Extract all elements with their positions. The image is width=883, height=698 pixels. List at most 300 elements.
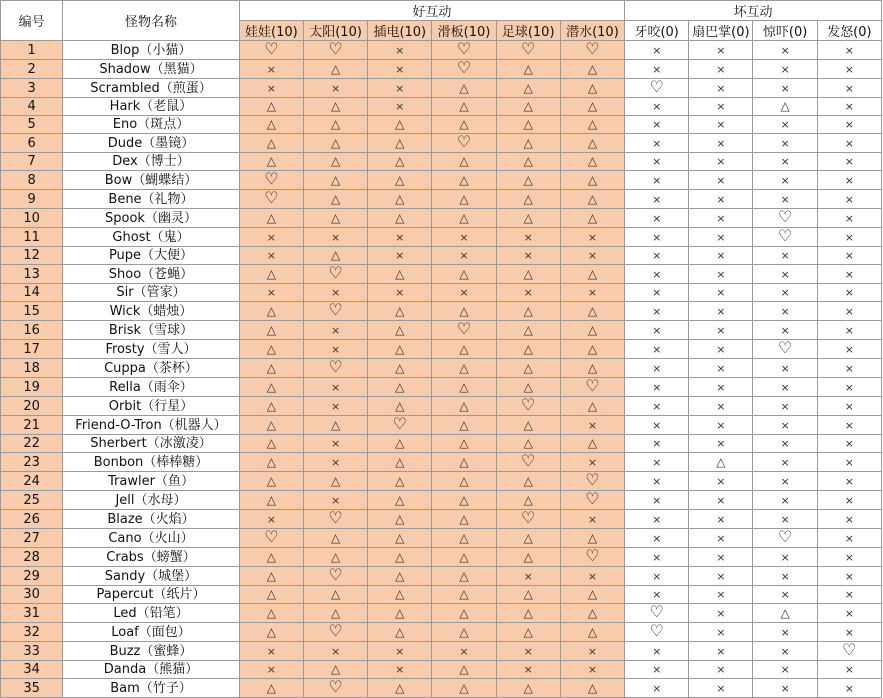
cell-good-interaction[interactable] — [368, 171, 432, 190]
cell-good-interaction[interactable] — [368, 378, 432, 397]
group-header-good[interactable]: 好互动 — [239, 1, 624, 21]
cell-id[interactable]: 28 — [1, 548, 63, 567]
cell-good-interaction[interactable] — [303, 228, 367, 247]
cell-good-interaction[interactable] — [496, 340, 560, 359]
cell-good-interaction[interactable] — [239, 153, 303, 171]
cell-good-interaction[interactable] — [368, 209, 432, 228]
cell-bad-interaction[interactable] — [625, 284, 689, 302]
cell-bad-interaction[interactable] — [817, 661, 881, 679]
cell-good-interaction[interactable] — [368, 623, 432, 642]
cell-bad-interaction[interactable] — [625, 98, 689, 116]
cell-good-interaction[interactable] — [560, 604, 624, 623]
cell-good-interaction[interactable] — [303, 302, 367, 321]
cell-good-interaction[interactable] — [432, 41, 496, 60]
cell-monster-name[interactable]: Led（铅笔） — [63, 604, 240, 623]
cell-good-interaction[interactable] — [560, 79, 624, 98]
cell-bad-interaction[interactable] — [625, 586, 689, 604]
group-header-bad[interactable]: 坏互动 — [625, 1, 882, 21]
cell-bad-interaction[interactable] — [817, 491, 881, 510]
cell-good-interaction[interactable] — [432, 190, 496, 209]
cell-good-interaction[interactable] — [432, 228, 496, 247]
cell-bad-interaction[interactable] — [753, 79, 817, 98]
cell-good-interaction[interactable] — [560, 284, 624, 302]
cell-bad-interaction[interactable] — [689, 41, 753, 60]
cell-good-interaction[interactable] — [496, 661, 560, 679]
cell-bad-interaction[interactable] — [753, 340, 817, 359]
cell-good-interaction[interactable] — [496, 548, 560, 567]
cell-good-interaction[interactable] — [303, 321, 367, 340]
cell-good-interaction[interactable] — [496, 567, 560, 586]
cell-id[interactable]: 12 — [1, 247, 63, 265]
cell-good-interaction[interactable] — [496, 623, 560, 642]
cell-good-interaction[interactable] — [239, 397, 303, 416]
cell-good-interaction[interactable] — [368, 359, 432, 378]
cell-id[interactable]: 33 — [1, 642, 63, 661]
cell-bad-interaction[interactable] — [753, 171, 817, 190]
cell-bad-interaction[interactable] — [689, 661, 753, 679]
cell-good-interaction[interactable] — [432, 265, 496, 284]
cell-bad-interaction[interactable] — [625, 491, 689, 510]
cell-id[interactable]: 30 — [1, 586, 63, 604]
cell-monster-name[interactable]: Dex（博士） — [63, 153, 240, 171]
cell-bad-interaction[interactable] — [625, 510, 689, 529]
cell-good-interaction[interactable] — [368, 416, 432, 435]
cell-good-interaction[interactable] — [239, 302, 303, 321]
cell-good-interaction[interactable] — [432, 642, 496, 661]
cell-monster-name[interactable]: Bene（礼物） — [63, 190, 240, 209]
cell-good-interaction[interactable] — [239, 435, 303, 453]
cell-good-interaction[interactable] — [368, 98, 432, 116]
cell-good-interaction[interactable] — [239, 134, 303, 153]
cell-bad-interaction[interactable] — [689, 302, 753, 321]
cell-bad-interaction[interactable] — [625, 171, 689, 190]
cell-id[interactable]: 21 — [1, 416, 63, 435]
cell-monster-name[interactable]: Brisk（雪球） — [63, 321, 240, 340]
cell-bad-interaction[interactable] — [817, 284, 881, 302]
cell-bad-interaction[interactable] — [753, 153, 817, 171]
cell-good-interaction[interactable] — [239, 679, 303, 698]
cell-bad-interaction[interactable] — [753, 209, 817, 228]
cell-good-interaction[interactable] — [239, 284, 303, 302]
cell-good-interaction[interactable] — [368, 41, 432, 60]
cell-good-interaction[interactable] — [368, 491, 432, 510]
cell-id[interactable]: 24 — [1, 472, 63, 491]
cell-bad-interaction[interactable] — [753, 586, 817, 604]
cell-monster-name[interactable]: Trawler（鱼） — [63, 472, 240, 491]
cell-bad-interaction[interactable] — [689, 209, 753, 228]
cell-good-interaction[interactable] — [239, 98, 303, 116]
cell-good-interaction[interactable] — [303, 284, 367, 302]
cell-monster-name[interactable]: Bonbon（棒棒糖） — [63, 453, 240, 472]
cell-good-interaction[interactable] — [303, 416, 367, 435]
column-header-id[interactable]: 编号 — [1, 1, 63, 41]
cell-good-interaction[interactable] — [432, 98, 496, 116]
cell-bad-interaction[interactable] — [689, 548, 753, 567]
cell-good-interaction[interactable] — [303, 453, 367, 472]
cell-bad-interaction[interactable] — [753, 98, 817, 116]
cell-good-interaction[interactable] — [432, 302, 496, 321]
cell-good-interaction[interactable] — [368, 397, 432, 416]
cell-good-interaction[interactable] — [560, 134, 624, 153]
cell-bad-interaction[interactable] — [753, 228, 817, 247]
cell-good-interaction[interactable] — [496, 79, 560, 98]
cell-bad-interaction[interactable] — [625, 604, 689, 623]
cell-bad-interaction[interactable] — [817, 79, 881, 98]
cell-good-interaction[interactable] — [432, 661, 496, 679]
cell-bad-interaction[interactable] — [753, 190, 817, 209]
cell-good-interaction[interactable] — [496, 453, 560, 472]
cell-good-interaction[interactable] — [239, 359, 303, 378]
cell-good-interaction[interactable] — [432, 153, 496, 171]
cell-good-interaction[interactable] — [239, 510, 303, 529]
cell-bad-interaction[interactable] — [817, 359, 881, 378]
cell-bad-interaction[interactable] — [625, 228, 689, 247]
cell-good-interaction[interactable] — [368, 247, 432, 265]
cell-good-interaction[interactable] — [368, 472, 432, 491]
cell-good-interaction[interactable] — [560, 623, 624, 642]
cell-id[interactable]: 3 — [1, 79, 63, 98]
cell-monster-name[interactable]: Blaze（火焰） — [63, 510, 240, 529]
cell-good-interaction[interactable] — [303, 209, 367, 228]
cell-bad-interaction[interactable] — [817, 171, 881, 190]
cell-id[interactable]: 27 — [1, 529, 63, 548]
column-header-sun[interactable]: 太阳(10) — [303, 21, 367, 41]
cell-bad-interaction[interactable] — [817, 529, 881, 548]
cell-good-interaction[interactable] — [560, 491, 624, 510]
cell-monster-name[interactable]: Shadow（黑猫） — [63, 60, 240, 79]
cell-good-interaction[interactable] — [368, 321, 432, 340]
column-header-slap[interactable]: 扇巴掌(0) — [689, 21, 753, 41]
cell-good-interaction[interactable] — [496, 604, 560, 623]
cell-good-interaction[interactable] — [560, 190, 624, 209]
cell-good-interaction[interactable] — [496, 60, 560, 79]
cell-good-interaction[interactable] — [560, 567, 624, 586]
cell-good-interaction[interactable] — [432, 548, 496, 567]
cell-good-interaction[interactable] — [432, 623, 496, 642]
cell-good-interaction[interactable] — [303, 41, 367, 60]
cell-good-interaction[interactable] — [496, 510, 560, 529]
cell-bad-interaction[interactable] — [625, 116, 689, 134]
cell-bad-interaction[interactable] — [753, 284, 817, 302]
cell-good-interaction[interactable] — [368, 302, 432, 321]
cell-id[interactable]: 35 — [1, 679, 63, 698]
cell-monster-name[interactable]: Frosty（雪人） — [63, 340, 240, 359]
cell-bad-interaction[interactable] — [689, 284, 753, 302]
cell-bad-interaction[interactable] — [817, 209, 881, 228]
cell-id[interactable]: 4 — [1, 98, 63, 116]
cell-good-interaction[interactable] — [432, 209, 496, 228]
cell-bad-interaction[interactable] — [625, 60, 689, 79]
cell-good-interaction[interactable] — [368, 340, 432, 359]
cell-good-interaction[interactable] — [496, 153, 560, 171]
cell-id[interactable]: 5 — [1, 116, 63, 134]
cell-bad-interaction[interactable] — [817, 134, 881, 153]
cell-bad-interaction[interactable] — [689, 416, 753, 435]
cell-good-interaction[interactable] — [432, 491, 496, 510]
cell-id[interactable]: 20 — [1, 397, 63, 416]
cell-good-interaction[interactable] — [496, 98, 560, 116]
cell-bad-interaction[interactable] — [753, 60, 817, 79]
cell-good-interaction[interactable] — [496, 302, 560, 321]
cell-bad-interaction[interactable] — [689, 435, 753, 453]
cell-good-interaction[interactable] — [303, 247, 367, 265]
cell-monster-name[interactable]: Jell（水母） — [63, 491, 240, 510]
cell-bad-interaction[interactable] — [689, 153, 753, 171]
cell-good-interaction[interactable] — [496, 397, 560, 416]
cell-good-interaction[interactable] — [432, 679, 496, 698]
cell-id[interactable]: 16 — [1, 321, 63, 340]
cell-good-interaction[interactable] — [368, 529, 432, 548]
cell-monster-name[interactable]: Friend-O-Tron（机器人） — [63, 416, 240, 435]
cell-monster-name[interactable]: Pupe（大便） — [63, 247, 240, 265]
cell-good-interaction[interactable] — [303, 153, 367, 171]
cell-bad-interaction[interactable] — [753, 302, 817, 321]
cell-good-interaction[interactable] — [368, 284, 432, 302]
cell-good-interaction[interactable] — [239, 340, 303, 359]
cell-monster-name[interactable]: Eno（斑点） — [63, 116, 240, 134]
cell-monster-name[interactable]: Wick（蜡烛） — [63, 302, 240, 321]
cell-monster-name[interactable]: Orbit（行星） — [63, 397, 240, 416]
cell-good-interaction[interactable] — [432, 340, 496, 359]
cell-good-interaction[interactable] — [239, 586, 303, 604]
cell-monster-name[interactable]: Scrambled（煎蛋） — [63, 79, 240, 98]
cell-id[interactable]: 19 — [1, 378, 63, 397]
cell-good-interaction[interactable] — [560, 510, 624, 529]
cell-good-interaction[interactable] — [432, 435, 496, 453]
cell-bad-interaction[interactable] — [625, 41, 689, 60]
cell-bad-interaction[interactable] — [689, 472, 753, 491]
cell-bad-interaction[interactable] — [817, 397, 881, 416]
cell-bad-interaction[interactable] — [817, 228, 881, 247]
cell-good-interaction[interactable] — [368, 153, 432, 171]
cell-good-interaction[interactable] — [560, 378, 624, 397]
cell-bad-interaction[interactable] — [625, 661, 689, 679]
cell-good-interaction[interactable] — [560, 661, 624, 679]
cell-bad-interaction[interactable] — [689, 491, 753, 510]
cell-id[interactable]: 32 — [1, 623, 63, 642]
cell-monster-name[interactable]: Crabs（螃蟹） — [63, 548, 240, 567]
cell-good-interaction[interactable] — [432, 586, 496, 604]
cell-good-interaction[interactable] — [496, 247, 560, 265]
cell-bad-interaction[interactable] — [625, 302, 689, 321]
cell-good-interaction[interactable] — [368, 79, 432, 98]
cell-bad-interaction[interactable] — [689, 171, 753, 190]
cell-bad-interaction[interactable] — [817, 247, 881, 265]
cell-bad-interaction[interactable] — [689, 79, 753, 98]
cell-good-interaction[interactable] — [303, 378, 367, 397]
cell-good-interaction[interactable] — [496, 190, 560, 209]
cell-good-interaction[interactable] — [368, 116, 432, 134]
cell-bad-interaction[interactable] — [753, 265, 817, 284]
cell-monster-name[interactable]: Rella（雨伞） — [63, 378, 240, 397]
cell-good-interaction[interactable] — [303, 548, 367, 567]
cell-good-interaction[interactable] — [303, 529, 367, 548]
column-header-scare[interactable]: 惊吓(0) — [753, 21, 817, 41]
cell-good-interaction[interactable] — [560, 41, 624, 60]
cell-bad-interaction[interactable] — [689, 265, 753, 284]
cell-bad-interaction[interactable] — [753, 453, 817, 472]
cell-good-interaction[interactable] — [560, 416, 624, 435]
cell-monster-name[interactable]: Hark（老鼠） — [63, 98, 240, 116]
cell-good-interaction[interactable] — [239, 190, 303, 209]
cell-good-interaction[interactable] — [239, 472, 303, 491]
cell-bad-interaction[interactable] — [689, 453, 753, 472]
cell-bad-interaction[interactable] — [753, 247, 817, 265]
cell-id[interactable]: 8 — [1, 171, 63, 190]
cell-bad-interaction[interactable] — [817, 340, 881, 359]
cell-good-interaction[interactable] — [239, 247, 303, 265]
cell-good-interaction[interactable] — [560, 265, 624, 284]
cell-bad-interaction[interactable] — [817, 586, 881, 604]
cell-bad-interaction[interactable] — [753, 661, 817, 679]
cell-id[interactable]: 22 — [1, 435, 63, 453]
cell-good-interaction[interactable] — [432, 359, 496, 378]
cell-id[interactable]: 13 — [1, 265, 63, 284]
cell-good-interaction[interactable] — [432, 60, 496, 79]
column-header-skateboard[interactable]: 滑板(10) — [432, 21, 496, 41]
cell-good-interaction[interactable] — [368, 510, 432, 529]
cell-good-interaction[interactable] — [239, 642, 303, 661]
cell-good-interaction[interactable] — [303, 472, 367, 491]
cell-bad-interaction[interactable] — [817, 642, 881, 661]
cell-good-interaction[interactable] — [496, 265, 560, 284]
cell-bad-interaction[interactable] — [625, 472, 689, 491]
cell-good-interaction[interactable] — [368, 548, 432, 567]
cell-good-interaction[interactable] — [239, 171, 303, 190]
cell-good-interaction[interactable] — [303, 190, 367, 209]
cell-good-interaction[interactable] — [368, 679, 432, 698]
cell-good-interaction[interactable] — [496, 491, 560, 510]
cell-good-interaction[interactable] — [432, 529, 496, 548]
cell-good-interaction[interactable] — [368, 60, 432, 79]
cell-bad-interaction[interactable] — [817, 60, 881, 79]
cell-bad-interaction[interactable] — [689, 567, 753, 586]
cell-bad-interaction[interactable] — [753, 134, 817, 153]
cell-good-interaction[interactable] — [560, 529, 624, 548]
cell-id[interactable]: 34 — [1, 661, 63, 679]
cell-monster-name[interactable]: Blop（小猫） — [63, 41, 240, 60]
cell-good-interaction[interactable] — [239, 453, 303, 472]
cell-bad-interaction[interactable] — [625, 642, 689, 661]
cell-bad-interaction[interactable] — [817, 604, 881, 623]
cell-id[interactable]: 18 — [1, 359, 63, 378]
cell-good-interaction[interactable] — [303, 397, 367, 416]
cell-id[interactable]: 14 — [1, 284, 63, 302]
cell-good-interaction[interactable] — [496, 586, 560, 604]
cell-good-interaction[interactable] — [432, 321, 496, 340]
cell-bad-interaction[interactable] — [753, 679, 817, 698]
cell-good-interaction[interactable] — [368, 586, 432, 604]
cell-good-interaction[interactable] — [496, 228, 560, 247]
cell-bad-interaction[interactable] — [689, 60, 753, 79]
cell-bad-interaction[interactable] — [689, 679, 753, 698]
cell-good-interaction[interactable] — [432, 79, 496, 98]
cell-good-interaction[interactable] — [239, 378, 303, 397]
cell-good-interaction[interactable] — [560, 642, 624, 661]
cell-bad-interaction[interactable] — [817, 41, 881, 60]
cell-good-interaction[interactable] — [303, 623, 367, 642]
cell-bad-interaction[interactable] — [625, 153, 689, 171]
cell-bad-interaction[interactable] — [817, 98, 881, 116]
cell-good-interaction[interactable] — [368, 661, 432, 679]
cell-bad-interaction[interactable] — [625, 134, 689, 153]
cell-monster-name[interactable]: Danda（熊猫） — [63, 661, 240, 679]
cell-good-interaction[interactable] — [368, 453, 432, 472]
cell-good-interaction[interactable] — [496, 679, 560, 698]
cell-good-interaction[interactable] — [303, 604, 367, 623]
cell-good-interaction[interactable] — [560, 453, 624, 472]
cell-bad-interaction[interactable] — [625, 416, 689, 435]
cell-good-interaction[interactable] — [303, 134, 367, 153]
cell-good-interaction[interactable] — [303, 661, 367, 679]
cell-bad-interaction[interactable] — [689, 642, 753, 661]
cell-bad-interaction[interactable] — [625, 623, 689, 642]
cell-good-interaction[interactable] — [432, 171, 496, 190]
cell-good-interaction[interactable] — [560, 247, 624, 265]
cell-bad-interaction[interactable] — [753, 548, 817, 567]
cell-bad-interaction[interactable] — [625, 435, 689, 453]
cell-good-interaction[interactable] — [239, 491, 303, 510]
cell-bad-interaction[interactable] — [625, 529, 689, 548]
cell-bad-interaction[interactable] — [625, 321, 689, 340]
cell-good-interaction[interactable] — [368, 567, 432, 586]
cell-bad-interaction[interactable] — [817, 453, 881, 472]
cell-bad-interaction[interactable] — [753, 567, 817, 586]
cell-bad-interaction[interactable] — [817, 321, 881, 340]
cell-good-interaction[interactable] — [432, 247, 496, 265]
cell-bad-interaction[interactable] — [753, 435, 817, 453]
cell-good-interaction[interactable] — [496, 116, 560, 134]
cell-good-interaction[interactable] — [432, 510, 496, 529]
cell-good-interaction[interactable] — [560, 98, 624, 116]
cell-id[interactable]: 23 — [1, 453, 63, 472]
cell-good-interaction[interactable] — [239, 79, 303, 98]
cell-good-interaction[interactable] — [239, 567, 303, 586]
cell-good-interaction[interactable] — [239, 604, 303, 623]
cell-good-interaction[interactable] — [303, 79, 367, 98]
cell-good-interaction[interactable] — [239, 623, 303, 642]
cell-bad-interaction[interactable] — [753, 510, 817, 529]
cell-bad-interaction[interactable] — [817, 190, 881, 209]
cell-good-interaction[interactable] — [560, 359, 624, 378]
cell-good-interaction[interactable] — [239, 529, 303, 548]
cell-bad-interaction[interactable] — [753, 359, 817, 378]
cell-bad-interaction[interactable] — [817, 378, 881, 397]
column-header-doll[interactable]: 娃娃(10) — [239, 21, 303, 41]
cell-good-interaction[interactable] — [432, 378, 496, 397]
cell-good-interaction[interactable] — [239, 209, 303, 228]
cell-good-interaction[interactable] — [560, 679, 624, 698]
cell-good-interaction[interactable] — [239, 416, 303, 435]
cell-bad-interaction[interactable] — [625, 453, 689, 472]
cell-good-interaction[interactable] — [303, 359, 367, 378]
cell-bad-interaction[interactable] — [625, 209, 689, 228]
cell-bad-interaction[interactable] — [817, 435, 881, 453]
column-header-plug[interactable]: 插电(10) — [368, 21, 432, 41]
cell-good-interaction[interactable] — [560, 321, 624, 340]
cell-good-interaction[interactable] — [432, 116, 496, 134]
cell-good-interaction[interactable] — [239, 265, 303, 284]
cell-bad-interaction[interactable] — [753, 378, 817, 397]
cell-monster-name[interactable]: Shoo（苍蝇） — [63, 265, 240, 284]
cell-good-interaction[interactable] — [496, 529, 560, 548]
cell-bad-interaction[interactable] — [625, 247, 689, 265]
cell-bad-interaction[interactable] — [817, 510, 881, 529]
cell-bad-interaction[interactable] — [817, 472, 881, 491]
cell-good-interaction[interactable] — [368, 190, 432, 209]
cell-good-interaction[interactable] — [303, 340, 367, 359]
cell-bad-interaction[interactable] — [817, 153, 881, 171]
